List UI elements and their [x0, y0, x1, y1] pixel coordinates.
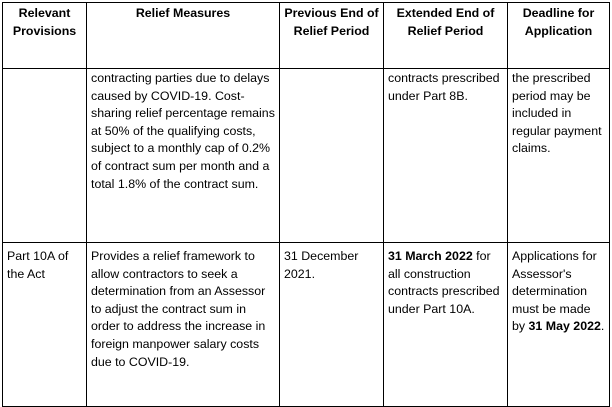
header-deadline: Deadline for Application — [508, 3, 610, 69]
cell-deadline: the prescribed period may be included in regular payment claims. — [508, 69, 610, 243]
cell-extended-end — [384, 243, 508, 407]
extended-end-text: for all construction contracts prescribed under Part 10A. — [388, 249, 500, 316]
table-header-row — [3, 3, 610, 69]
header-previous-end: Previous End of Relief Period — [280, 3, 384, 69]
cell-previous-end — [280, 69, 384, 243]
header-relevant-provisions: Relevant Provisions — [3, 3, 87, 69]
extended-end-date: 31 March 2022 — [388, 249, 473, 263]
deadline-text: Applications for Assessor's determination must be made by — [512, 249, 597, 334]
deadline-end: . — [600, 319, 605, 334]
header-extended-end: Extended End of Relief Period — [384, 3, 508, 69]
table-row — [3, 243, 610, 407]
cell-measures: Provides a relief framework to allow contractors to seek a determination from an Assessor to adjust the contract sum in order to address the increase in foreign manpower salary costs due to COVID-19. — [87, 243, 280, 407]
table-row — [3, 69, 610, 243]
deadline-date: 31 May 2022 — [528, 319, 601, 334]
cell-extended-end: contracts prescribed under Part 8B. — [384, 69, 508, 243]
cell-measures: contracting parties due to delays caused by COVID-19. Cost-sharing relief percentage remains at 50% of the qualifying costs, subject to a monthly cap of 0.2% of contract sum per month and a total 1.8% of the contract sum. — [87, 69, 280, 243]
header-relief-measures: Relief Measures — [87, 3, 280, 69]
cell-provision — [3, 69, 87, 243]
cell-deadline — [508, 243, 610, 407]
cell-provision: Part 10A of the Act — [3, 243, 87, 407]
relief-measures-table — [2, 2, 610, 407]
cell-previous-end: 31 December 2021. — [280, 243, 384, 407]
